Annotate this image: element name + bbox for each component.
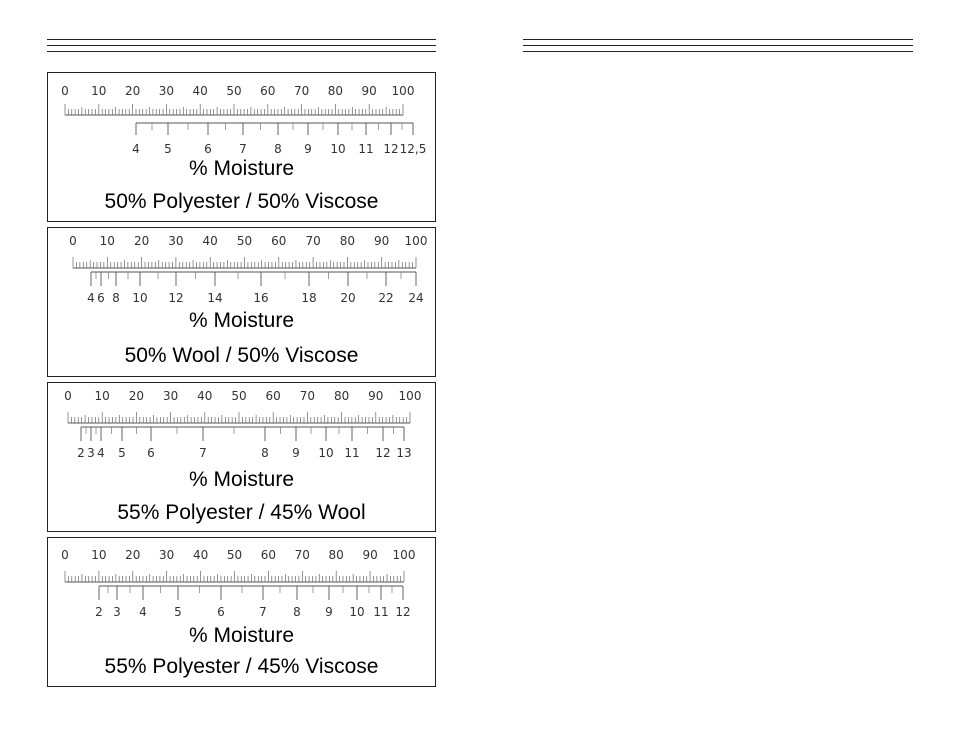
moisture-tick-label: 13 <box>396 446 412 460</box>
percent-tick-label: 50 <box>236 234 253 248</box>
moisture-tick-label: 10 <box>349 605 365 619</box>
moisture-tick-label: 12,5 <box>399 142 427 156</box>
moisture-tick-label: 6 <box>204 142 212 156</box>
moisture-tick-label: 7 <box>199 446 207 460</box>
percent-tick-label: 0 <box>61 84 69 98</box>
moisture-tick-label: 9 <box>304 142 312 156</box>
percent-tick-label: 100 <box>404 234 428 248</box>
percent-tick-label: 20 <box>128 389 145 403</box>
moisture-tick-label: 4 <box>97 446 105 460</box>
moisture-tick-label: 7 <box>239 142 247 156</box>
percent-tick-label: 60 <box>271 234 287 248</box>
moisture-tick-label: 8 <box>261 446 269 460</box>
moisture-tick-label: 9 <box>292 446 300 460</box>
moisture-tick-label: 10 <box>330 142 346 156</box>
moisture-tick-label: 2 <box>95 605 103 619</box>
percent-tick-label: 60 <box>260 548 277 562</box>
percent-tick-label: 100 <box>391 84 415 98</box>
percent-tick-label: 0 <box>69 234 77 248</box>
scale-label: % Moisture <box>188 468 295 491</box>
moisture-tick-label: 22 <box>378 291 394 305</box>
scale-label: % Moisture <box>188 309 295 332</box>
moisture-tick-label: 4 <box>139 605 147 619</box>
percent-tick-label: 50 <box>226 548 243 562</box>
percent-tick-label: 80 <box>328 548 344 562</box>
percent-tick-label: 80 <box>339 234 356 248</box>
scale-label: % Moisture <box>188 157 295 180</box>
percent-tick-label: 90 <box>368 389 384 403</box>
moisture-tick-label: 7 <box>259 605 267 619</box>
percent-tick-label: 10 <box>91 84 107 98</box>
percent-tick-label: 10 <box>99 234 115 248</box>
percent-tick-label: 70 <box>299 389 316 403</box>
moisture-tick-label: 16 <box>253 291 269 305</box>
moisture-tick-label: 12 <box>168 291 184 305</box>
percent-tick-label: 20 <box>125 548 141 562</box>
percent-tick-label: 40 <box>202 234 218 248</box>
blend-label: 55% Polyester / 45% Viscose <box>104 655 379 678</box>
moisture-tick-label: 10 <box>132 291 148 305</box>
percent-tick-label: 70 <box>305 234 321 248</box>
moisture-tick-label: 18 <box>301 291 317 305</box>
percent-tick-label: 50 <box>231 389 247 403</box>
blend-label: 50% Polyester / 50% Viscose <box>104 190 379 213</box>
moisture-tick-label: 5 <box>118 446 126 460</box>
percent-tick-label: 60 <box>265 389 281 403</box>
percent-tick-label: 30 <box>162 389 179 403</box>
moisture-tick-label: 12 <box>383 142 399 156</box>
percent-tick-label: 30 <box>158 84 175 98</box>
moisture-tick-label: 11 <box>344 446 360 460</box>
percent-tick-label: 80 <box>333 389 350 403</box>
percent-tick-label: 20 <box>124 84 141 98</box>
moisture-tick-label: 5 <box>164 142 172 156</box>
moisture-tick-label: 24 <box>408 291 424 305</box>
percent-tick-label: 50 <box>226 84 242 98</box>
percent-tick-label: 0 <box>64 389 72 403</box>
conversion-scale-panel <box>47 537 436 687</box>
percent-tick-label: 60 <box>260 84 276 98</box>
moisture-tick-label: 11 <box>373 605 389 619</box>
moisture-tick-label: 8 <box>274 142 282 156</box>
conversion-scale-panel <box>47 72 436 222</box>
scale-label: % Moisture <box>188 624 295 647</box>
moisture-tick-label: 10 <box>318 446 334 460</box>
moisture-tick-label: 8 <box>293 605 301 619</box>
moisture-tick-label: 14 <box>207 291 223 305</box>
moisture-tick-label: 11 <box>358 142 374 156</box>
header-rules-left <box>47 39 436 57</box>
moisture-tick-label: 8 <box>112 291 120 305</box>
blend-label: 55% Polyester / 45% Wool <box>117 501 366 524</box>
percent-tick-label: 70 <box>294 548 310 562</box>
percent-tick-label: 0 <box>61 548 69 562</box>
moisture-tick-label: 3 <box>113 605 121 619</box>
moisture-tick-label: 5 <box>174 605 182 619</box>
percent-tick-label: 90 <box>361 84 377 98</box>
moisture-tick-label: 6 <box>217 605 225 619</box>
moisture-tick-label: 3 <box>87 446 95 460</box>
percent-tick-label: 10 <box>94 389 110 403</box>
percent-tick-label: 30 <box>168 234 184 248</box>
moisture-tick-label: 2 <box>77 446 85 460</box>
moisture-tick-label: 4 <box>87 291 95 305</box>
percent-tick-label: 20 <box>133 234 150 248</box>
conversion-scale-panel <box>47 382 436 532</box>
moisture-tick-label: 9 <box>325 605 333 619</box>
percent-tick-label: 90 <box>362 548 378 562</box>
percent-tick-label: 70 <box>293 84 310 98</box>
percent-tick-label: 10 <box>91 548 107 562</box>
moisture-tick-label: 12 <box>375 446 391 460</box>
percent-tick-label: 100 <box>392 548 416 562</box>
percent-tick-label: 40 <box>192 548 209 562</box>
percent-tick-label: 40 <box>197 389 213 403</box>
blend-label: 50% Wool / 50% Viscose <box>124 344 359 367</box>
percent-tick-label: 100 <box>398 389 422 403</box>
percent-tick-label: 90 <box>374 234 390 248</box>
moisture-tick-label: 6 <box>97 291 105 305</box>
moisture-tick-label: 12 <box>395 605 411 619</box>
header-rules-right <box>523 39 913 57</box>
percent-tick-label: 40 <box>192 84 208 98</box>
moisture-tick-label: 6 <box>147 446 155 460</box>
percent-tick-label: 30 <box>159 548 175 562</box>
percent-tick-label: 80 <box>327 84 344 98</box>
conversion-scale-panel <box>47 227 436 377</box>
moisture-tick-label: 4 <box>132 142 140 156</box>
moisture-tick-label: 20 <box>340 291 356 305</box>
